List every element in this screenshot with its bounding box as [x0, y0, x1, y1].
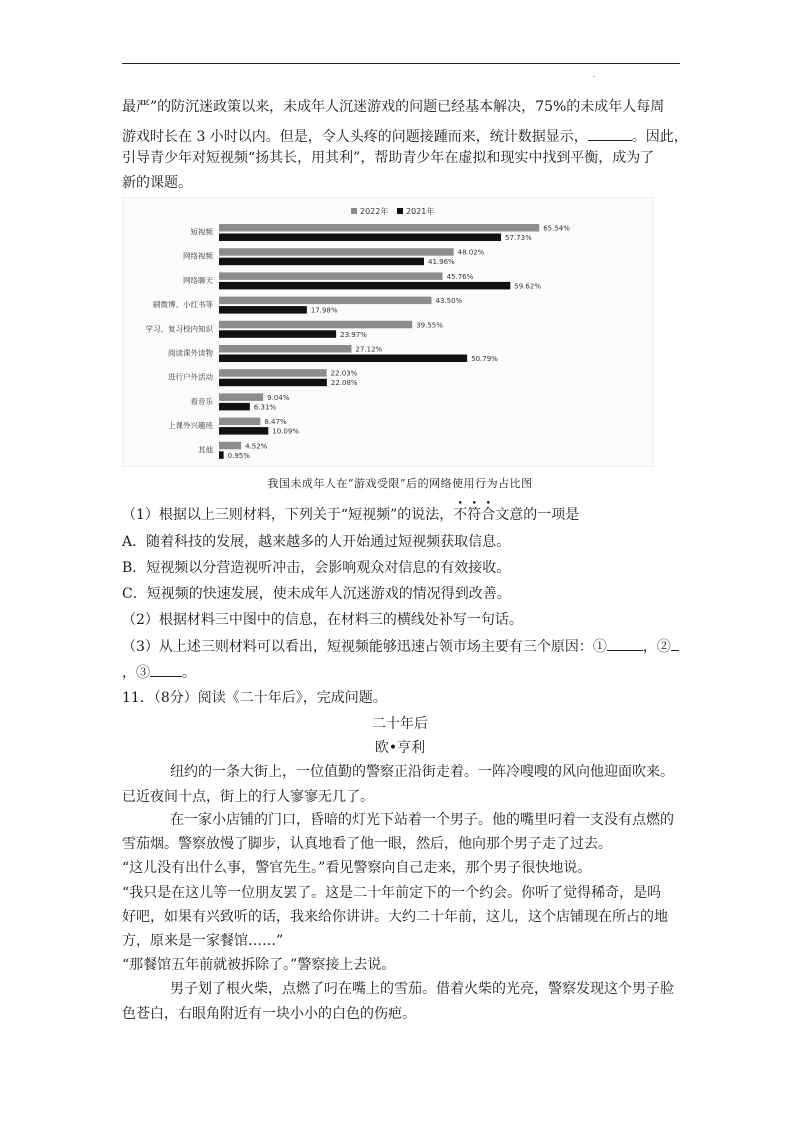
intro-line-1: 最严”的防沉迷政策以来，未成年人沉迷游戏的问题已经基本解决，75%的未成年人每周	[122, 99, 665, 115]
bar	[219, 321, 412, 329]
data-label: 0.95%	[227, 451, 250, 460]
question-3-cont	[122, 662, 196, 683]
data-label: 23.97%	[340, 330, 367, 339]
bar	[219, 355, 467, 363]
intro-line-2-text: 游戏时长在 3 小时以内。但是，令人头疼的问题接踵而来，统计数据显示，	[122, 129, 588, 145]
bar	[219, 272, 443, 280]
story-p4-line2: 好吧，如果有兴致听的话，我来给你讲讲。大约二十年前，这儿，这个店铺现在所占的地	[122, 909, 668, 925]
story-p4-line3: 方，原来是一家餐馆……”	[122, 933, 284, 949]
story-p1-line2: 已近夜间十点，街上的行人寥寥无几了。	[122, 789, 374, 805]
bar	[219, 418, 260, 426]
category-label: 上课外兴趣班	[168, 421, 213, 431]
category-label: 学习、复习校内知识	[145, 324, 213, 334]
bar	[219, 379, 327, 387]
legend-swatch	[397, 208, 403, 214]
bar	[219, 330, 336, 338]
category-label: 阅读课外读物	[168, 348, 213, 358]
bar	[219, 282, 510, 290]
question-3	[122, 636, 679, 657]
bar	[219, 248, 454, 256]
chart-caption: 我国未成年人在“游戏受限”后的网络使用行为占比图	[267, 477, 533, 490]
question-3-sep-3: ，③	[122, 665, 150, 681]
data-label: 65.54%	[543, 224, 570, 233]
bar	[219, 345, 352, 353]
question-1-emphasis	[453, 507, 495, 523]
question-1	[122, 505, 579, 525]
header-rule	[122, 63, 680, 64]
bar	[219, 369, 327, 377]
story-p5: “那餐馆五年前就被拆除了。”警察接上去说。	[122, 957, 396, 973]
bar	[219, 224, 539, 232]
data-label: 59.62%	[514, 282, 541, 291]
story-p2-line1: 在一家小店铺的门口，昏暗的灯光下站着一个男子。他的嘴里叼着一支没有点燃的	[170, 812, 674, 828]
chart-frame	[122, 197, 654, 467]
data-label: 8.47%	[264, 418, 287, 427]
answer-blank-2[interactable]	[671, 636, 679, 651]
bar	[219, 427, 268, 435]
story-p4-line1: “我只是在这儿等一位朋友罢了。这是二十年前定下的一个约会。你听了觉得稀奇，是吗	[122, 885, 662, 901]
data-label: 48.02%	[457, 248, 485, 257]
intro-line-4: 新的课题。	[122, 175, 192, 191]
bar	[219, 258, 424, 266]
story-author: 欧•亨利	[374, 740, 426, 756]
data-label: 57.73%	[505, 234, 532, 242]
story-p2-line2: 雪茄烟。警察放慢了脚步，认真地看了他一眼，然后，他向那个男子走了过去。	[122, 836, 612, 852]
option-a[interactable]: A．随着科技的发展，越来越多的人开始通过短视频获取信息。	[122, 534, 511, 550]
corner-mark: .	[593, 70, 596, 79]
bar	[219, 393, 263, 401]
bar	[219, 442, 241, 450]
intro-line-2-tail: 。因此，	[631, 129, 688, 145]
data-label: 50.79%	[471, 355, 498, 363]
data-label: 4.52%	[245, 442, 268, 451]
data-label: 22.08%	[330, 379, 358, 388]
legend-label: 2022年	[360, 207, 389, 216]
intro-line-2	[122, 126, 688, 147]
question-3-sep-2: ，②	[642, 639, 671, 655]
emphasis-char: 符	[467, 507, 482, 523]
bar-chart	[123, 198, 653, 466]
data-label: 27.12%	[355, 345, 383, 354]
category-label: 进行户外活动	[168, 372, 213, 382]
category-label: 网络视频	[183, 251, 213, 261]
data-label: 43.50%	[435, 297, 463, 306]
legend-label: 2021年	[406, 207, 435, 216]
question-3-text: （3）从上述三则材料可以看出，短视频能够迅速占领市场主要有三个原因：①	[122, 639, 607, 655]
category-label: 短视频	[190, 227, 213, 237]
story-p6-line2: 色苍白，右眼角附近有一块小小的白色的伤疤。	[122, 1006, 416, 1022]
option-c[interactable]: C．短视频的快速发展，使未成年人沉迷游戏的情况得到改善。	[122, 586, 511, 602]
bar	[219, 403, 250, 411]
story-p6-line1: 男子划了根火柴，点燃了叼在嘴上的雪茄。借着火柴的光亮，警察发现这个男子脸	[170, 981, 674, 997]
bar	[219, 297, 432, 305]
data-label: 9.04%	[267, 393, 290, 402]
category-label: 其他	[198, 445, 213, 455]
data-label: 39.55%	[416, 321, 443, 330]
data-label: 22.03%	[330, 369, 358, 378]
emphasis-char: 不	[453, 507, 468, 523]
category-label: 刷微博、小红书等	[153, 300, 213, 310]
question-2: （2）根据材料三中图中的信息，在材料三的横线处补写一句话。	[122, 612, 523, 628]
legend-swatch	[351, 208, 357, 214]
data-label: 41.96%	[428, 258, 455, 267]
intro-line-3: 引导青少年对短视频“扬其长，用其利”，帮助青少年在虚拟和现实中找到平衡，成为了	[122, 150, 655, 166]
emphasis-char: 合	[481, 507, 496, 523]
data-label: 45.76%	[446, 272, 474, 281]
answer-blank-1[interactable]	[607, 636, 643, 651]
option-b[interactable]: B．短视频以分营造视听冲击，会影响观众对信息的有效接收。	[122, 560, 511, 576]
data-label: 10.09%	[272, 427, 299, 436]
bar	[219, 306, 307, 314]
question-1-text: （1）根据以上三则材料，下列关于“短视频”的说法，	[122, 507, 454, 523]
answer-blank-3[interactable]	[150, 662, 182, 677]
data-label: 17.98%	[310, 306, 338, 315]
story-p3: “这儿没有出什么事，警官先生。”看见警察向自己走来，那个男子很快地说。	[122, 860, 592, 876]
data-label: 6.31%	[253, 403, 277, 412]
question-1-tail: 文意的一项是	[495, 507, 580, 523]
question-3-end: 。	[182, 665, 196, 681]
fill-blank[interactable]	[588, 126, 632, 141]
question-11: 11．（8分）阅读《二十年后》，完成问题。	[122, 690, 387, 706]
story-title: 二十年后	[372, 716, 428, 732]
bar	[219, 451, 224, 459]
category-label: 看音乐	[190, 396, 213, 406]
story-p1-line1: 纽约的一条大街上，一位值勤的警察正沿街走着。一阵冷嗖嗖的风向他迎面吹来。	[170, 764, 674, 780]
category-label: 网络聊天	[183, 275, 213, 285]
bar	[219, 234, 501, 242]
